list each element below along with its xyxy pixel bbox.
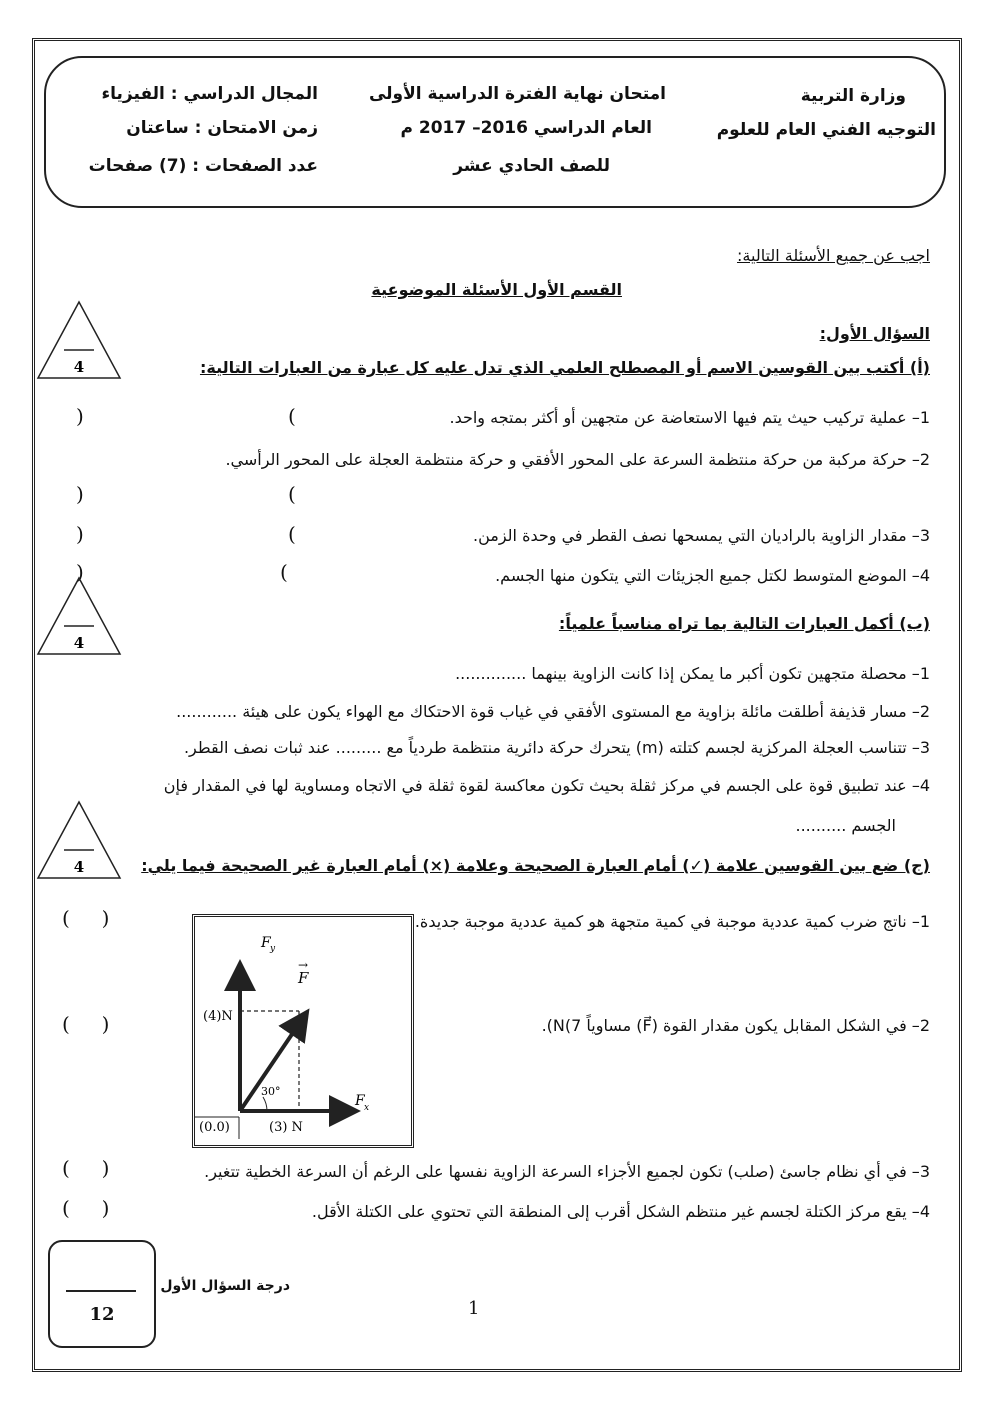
origin-label: (0.0)	[199, 1120, 230, 1135]
subject-field: المجال الدراسي : الفيزياء	[101, 84, 318, 104]
part-b-item-1: 1– محصلة متجهين تكون أكبر ما يمكن إذا كانت الزاوية بينهما ..............	[455, 664, 930, 683]
part-c-item-2: 2– في الشكل المقابل يكون مقدار القوة (F⃗) مساوياً 7)N).	[541, 1016, 930, 1035]
part-a-item-3: 3– مقدار الزاوية بالراديان التي يمسحها نصف القطر في وحدة الزمن.	[473, 526, 930, 545]
fy-subscript: y	[270, 944, 276, 954]
part-b-title: (ب) أكمل العبارات التالية بما تراه مناسباً علمياً:	[558, 614, 930, 633]
score-c: 4	[73, 858, 85, 876]
force-diagram	[192, 914, 414, 1148]
answer-bracket[interactable]: )	[76, 522, 84, 546]
part-a-item-2: 2– حركة مركبة من حركة منتظمة السرعة على المحور الأفقي و حركة منتظمة العجلة على المحور الرأسي.	[225, 450, 930, 469]
part-c-title: (ج) ضع بين القوسين علامة (✓) أمام العبارة الصحيحة وعلامة (×) أمام العبارة غير الصحيحة فيما يلي:	[141, 856, 930, 875]
instruction: اجب عن جميع الأسئلة التالية:	[737, 246, 930, 265]
part-c-item-1: 1– ناتج ضرب كمية عددية موجبة في كمية متجهة هو كمية عددية موجبة جديدة.	[414, 912, 930, 931]
ministry-name: وزارة التربية	[800, 86, 906, 106]
answer-bracket[interactable]: (	[288, 522, 296, 546]
answer-bracket[interactable]: ( )	[62, 1196, 110, 1220]
answer-bracket[interactable]: ( )	[62, 906, 110, 930]
f-label: F	[298, 969, 309, 987]
total-score: 12	[89, 1304, 115, 1325]
score-a: 4	[73, 358, 85, 376]
fy-label: F	[261, 935, 271, 951]
grade-level: للصف الحادي عشر	[453, 156, 610, 176]
part-b-item-4-cont: الجسم ..........	[795, 816, 896, 835]
question1-title: السؤال الأول:	[819, 324, 930, 343]
academic-year: العام الدراسي 2016– 2017 م	[400, 118, 652, 138]
part-c-item-4: 4– يقع مركز الكتلة لجسم غير منتظم الشكل أقرب إلى المنطقة التي تحتوي على الكتلة الأقل.	[311, 1202, 930, 1221]
section-title: القسم الأول الأسئلة الموضوعية	[371, 280, 622, 299]
answer-bracket[interactable]: (	[288, 404, 296, 428]
part-b-item-3: 3– تتناسب العجلة المركزية لجسم كتلته (m) يتحرك حركة دائرية منتظمة طردياً مع ......... عند ثبات نصف القطر.	[183, 738, 930, 757]
score-triangle-b	[36, 576, 122, 656]
y-value: (4)N	[203, 1009, 233, 1024]
fx-label: F	[355, 1093, 365, 1109]
svg-text:→: →	[298, 958, 309, 972]
part-b-item-2: 2– مسار قذيفة أطلقت مائلة بزاوية مع المستوى الأفقي في غياب قوة الاحتكاك مع الهواء يكون على هيئة ............	[176, 702, 930, 721]
total-score-box	[48, 1240, 156, 1348]
part-a-title: (أ) أكتب بين القوسين الاسم أو المصطلح العلمي الذي تدل عليه كل عبارة من العبارات التالية:	[199, 358, 930, 377]
answer-bracket[interactable]: )	[76, 404, 84, 428]
x-value: (3) N	[269, 1120, 303, 1135]
part-b-item-4: 4– عند تطبيق قوة على الجسم في مركز ثقلة بحيث تكون معاكسة لقوة ثقلة في الاتجاه ومساوية لها في المقدار فإن	[163, 776, 930, 795]
fx-subscript: x	[364, 1103, 370, 1113]
page-count: عدد الصفحات : (7) صفحات	[88, 156, 318, 176]
answer-bracket[interactable]: )	[76, 482, 84, 506]
score-triangle-a	[36, 300, 122, 380]
exam-title: امتحان نهاية الفترة الدراسية الأولى	[368, 84, 666, 104]
score-triangle-c	[36, 800, 122, 880]
angle-label: 30°	[261, 1085, 281, 1098]
part-c-item-3: 3– في أي نظام جاسئ (صلب) تكون لجميع الأجزاء السرعة الزاوية نفسها على الرغم أن السرعة الخطية تتغير.	[204, 1162, 930, 1181]
page-number: 1	[468, 1298, 480, 1319]
part-a-item-4: 4– الموضع المتوسط لكتل جميع الجزيئات التي يتكون منها الجسم.	[495, 566, 930, 585]
part-a-item-1: 1– عملية تركيب حيث يتم فيها الاستعاضة عن متجهين أو أكثر بمتجه واحد.	[449, 408, 930, 427]
answer-bracket[interactable]: ( )	[62, 1156, 110, 1180]
answer-bracket[interactable]: )	[76, 560, 84, 584]
score-label: درجة السؤال الأول	[160, 1278, 290, 1294]
exam-duration: زمن الامتحان : ساعتان	[126, 118, 318, 138]
answer-bracket[interactable]: ( )	[62, 1012, 110, 1036]
answer-bracket[interactable]: (	[280, 560, 288, 584]
department-name: التوجيه الفني العام للعلوم	[716, 120, 936, 140]
score-b: 4	[73, 634, 85, 652]
answer-bracket[interactable]: (	[288, 482, 296, 506]
